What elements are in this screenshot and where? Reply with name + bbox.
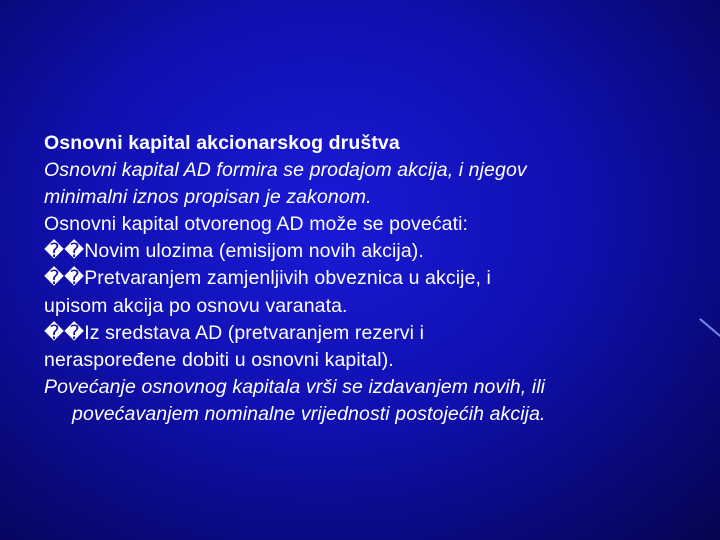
bullet-item-2-continuation: upisom akcija po osnovu varanata. [44, 294, 348, 317]
text-line-2: minimalni iznos propisan je zakonom. [44, 186, 372, 209]
bullet-item-2: ��Pretvaranjem zamjenljivih obveznica u akcije, i [44, 267, 491, 290]
bullet-item-3-continuation: neraspoređene dobiti u osnovni kapital). [44, 348, 394, 371]
text-line-1: Osnovni kapital AD formira se prodajom akcija, i njegov [44, 159, 527, 182]
slide-text-block [44, 130, 704, 428]
text-line-closing-1: Povećanje osnovnog kapitala vrši se izdavanjem novih, ili [44, 375, 546, 398]
text-line-closing-2: povećavanjem nominalne vrijednosti postojećih akcija. [72, 402, 546, 425]
bullet-item-3: ��Iz sredstava AD (pretvaranjem rezervi i [44, 321, 425, 344]
slide-title: Osnovni kapital akcionarskog društva [44, 132, 400, 154]
text-line-3: Osnovni kapital otvorenog AD može se povećati: [44, 213, 469, 236]
bullet-item-1: ��Novim ulozima (emisijom novih akcija). [44, 240, 424, 263]
